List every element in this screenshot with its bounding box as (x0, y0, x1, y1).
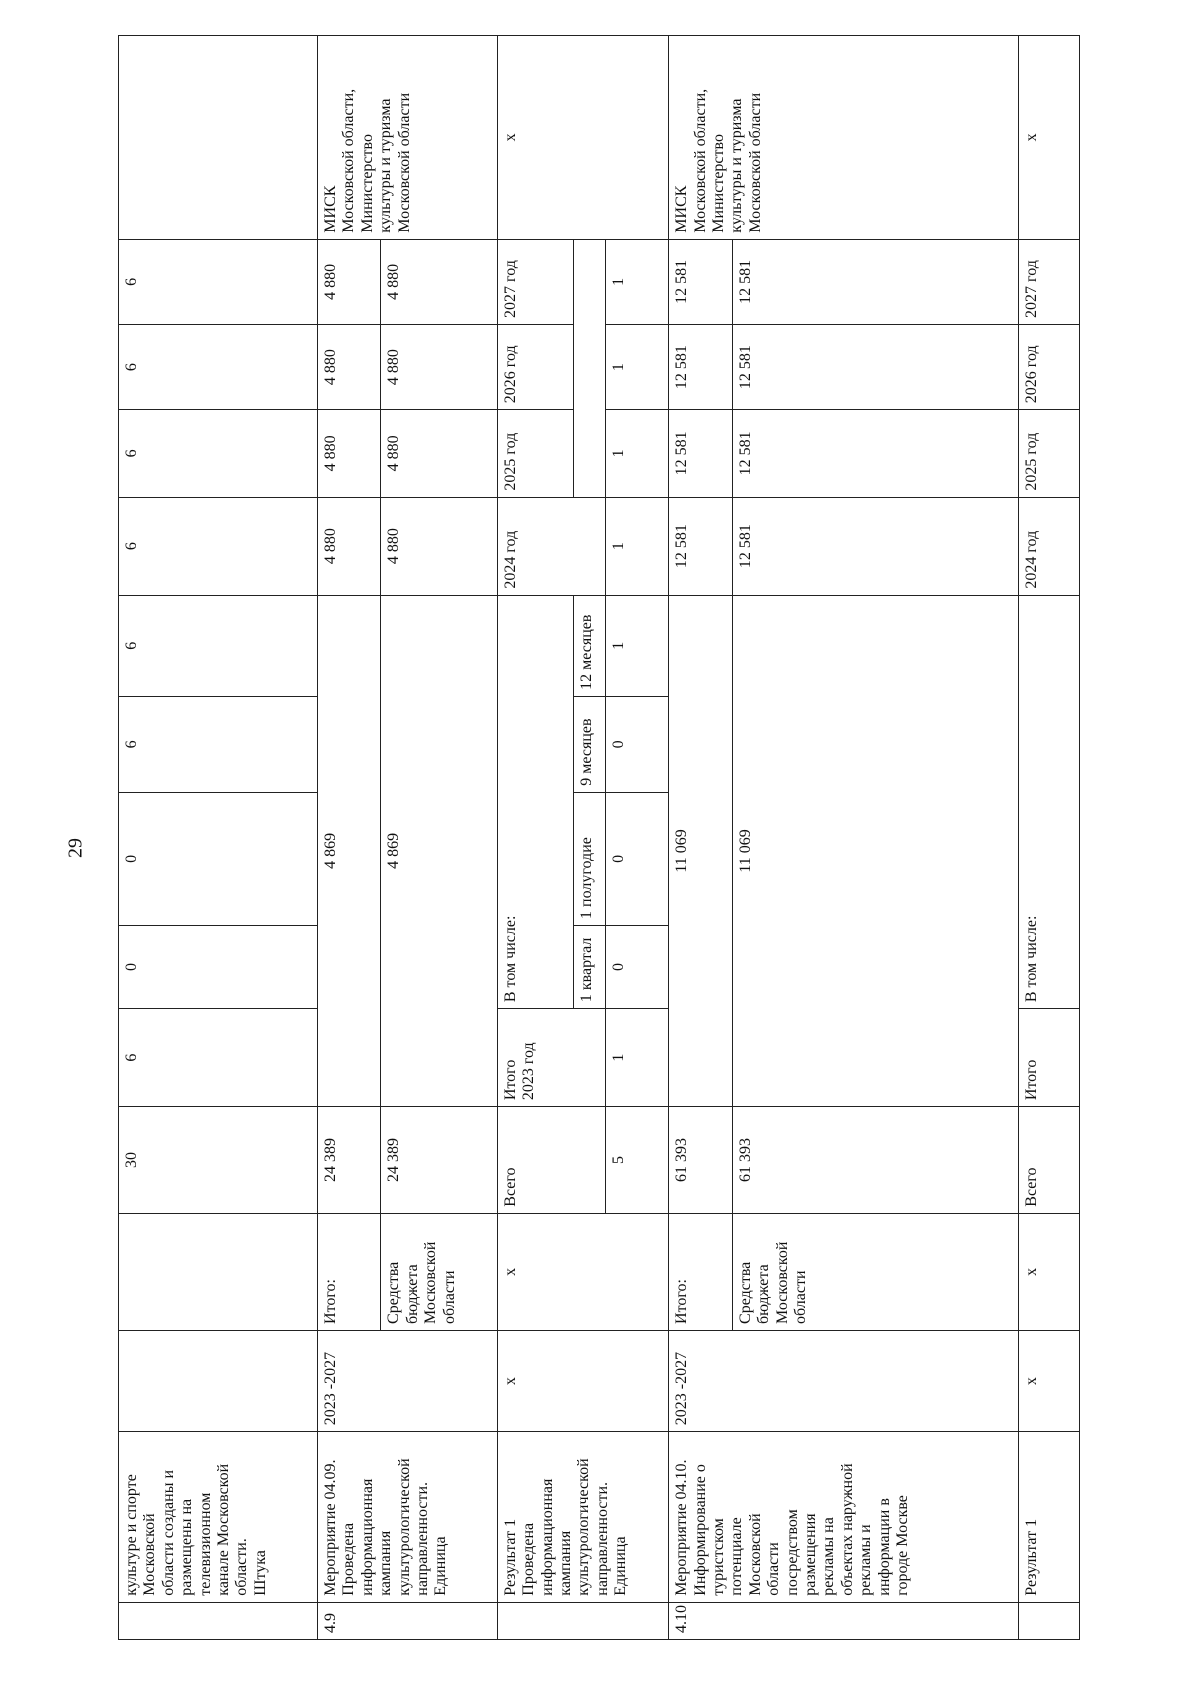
responsible-cell: МИСК Московской области, Министерство культуры и туризма Московской области (317, 36, 497, 240)
row-number: 4.9 (317, 1602, 497, 1639)
page-number: 29 (64, 838, 87, 858)
period-cell: 2023 -2027 (669, 1330, 1018, 1431)
desc-cell: Мероприятие 04.09. Проведена информационная кампания культурологической направленности. Единица (317, 1432, 497, 1603)
table-row: Средства бюджета Московской области 61 393 11 069 12 581 12 581 12 581 12 581 (732, 36, 1018, 1640)
program-table (118, 35, 1080, 1640)
desc-cell: Результат 1 (1018, 1432, 1079, 1603)
row-number: 4.10 (669, 1602, 1018, 1639)
desc-cell: Мероприятие 04.10. Информирование о туристском потенциале Московской области посредством размещения рекламы на объектах наружной рекламы и информации в городе Москве (669, 1432, 1018, 1603)
desc-cell: Результат 1 Проведена информационная кампания культурологической направленности. Единица (497, 1432, 668, 1603)
table-row: Результат 1 Проведена информационная кампания культурологической направленности. Единица х х Всего Итого 2023 год В том числе: 2024 год 2025 год 2026 год 2027 год х (497, 36, 573, 1640)
rotated-table-container (118, 35, 1080, 1640)
table-row: Результат 1 х х Всего Итого В том числе: 2024 год 2025 год 2026 год 2027 год х (1018, 36, 1079, 1640)
desc-cell: культуре и спорте Московской области созданы и размещены на телевизионном канале Московской области. Штука (119, 1432, 318, 1603)
period-cell: 2023 -2027 (317, 1330, 497, 1431)
responsible-cell: МИСК Московской области, Министерство культуры и туризма Московской области (669, 36, 1018, 240)
table-row: 4.9 Мероприятие 04.09. Проведена информационная кампания культурологической направленности. Единица 2023 -2027 Итого: 24 389 4 869 4 880 4 880 4 880 4 880 МИСК Московской области, Министерство культуры и туризма Московской области (317, 36, 381, 1640)
table-row: 4.10 Мероприятие 04.10. Информирование о туристском потенциале Московской области посредством размещения рекламы на объектах наружной рекламы и информации в городе Москве 2023 -2027 Итого: 61 393 11 069 12 581 12 581 12 581 12 581 МИСК Московской области, Министерство культуры и туризма Московской области (669, 36, 733, 1640)
table-row: культуре и спорте Московской области созданы и размещены на телевизионном канале Московской области. Штука 30 6 0 0 6 6 6 6 6 6 (119, 36, 318, 1640)
table-row: 1 квартал 1 полугодие 9 месяцев 12 месяцев (574, 36, 606, 1640)
total-cell: 30 (119, 1107, 318, 1214)
table-row: 5 1 0 0 0 1 1 1 1 1 (605, 36, 669, 1640)
table-row: Средства бюджета Московской области 24 389 4 869 4 880 4 880 4 880 4 880 (381, 36, 497, 1640)
